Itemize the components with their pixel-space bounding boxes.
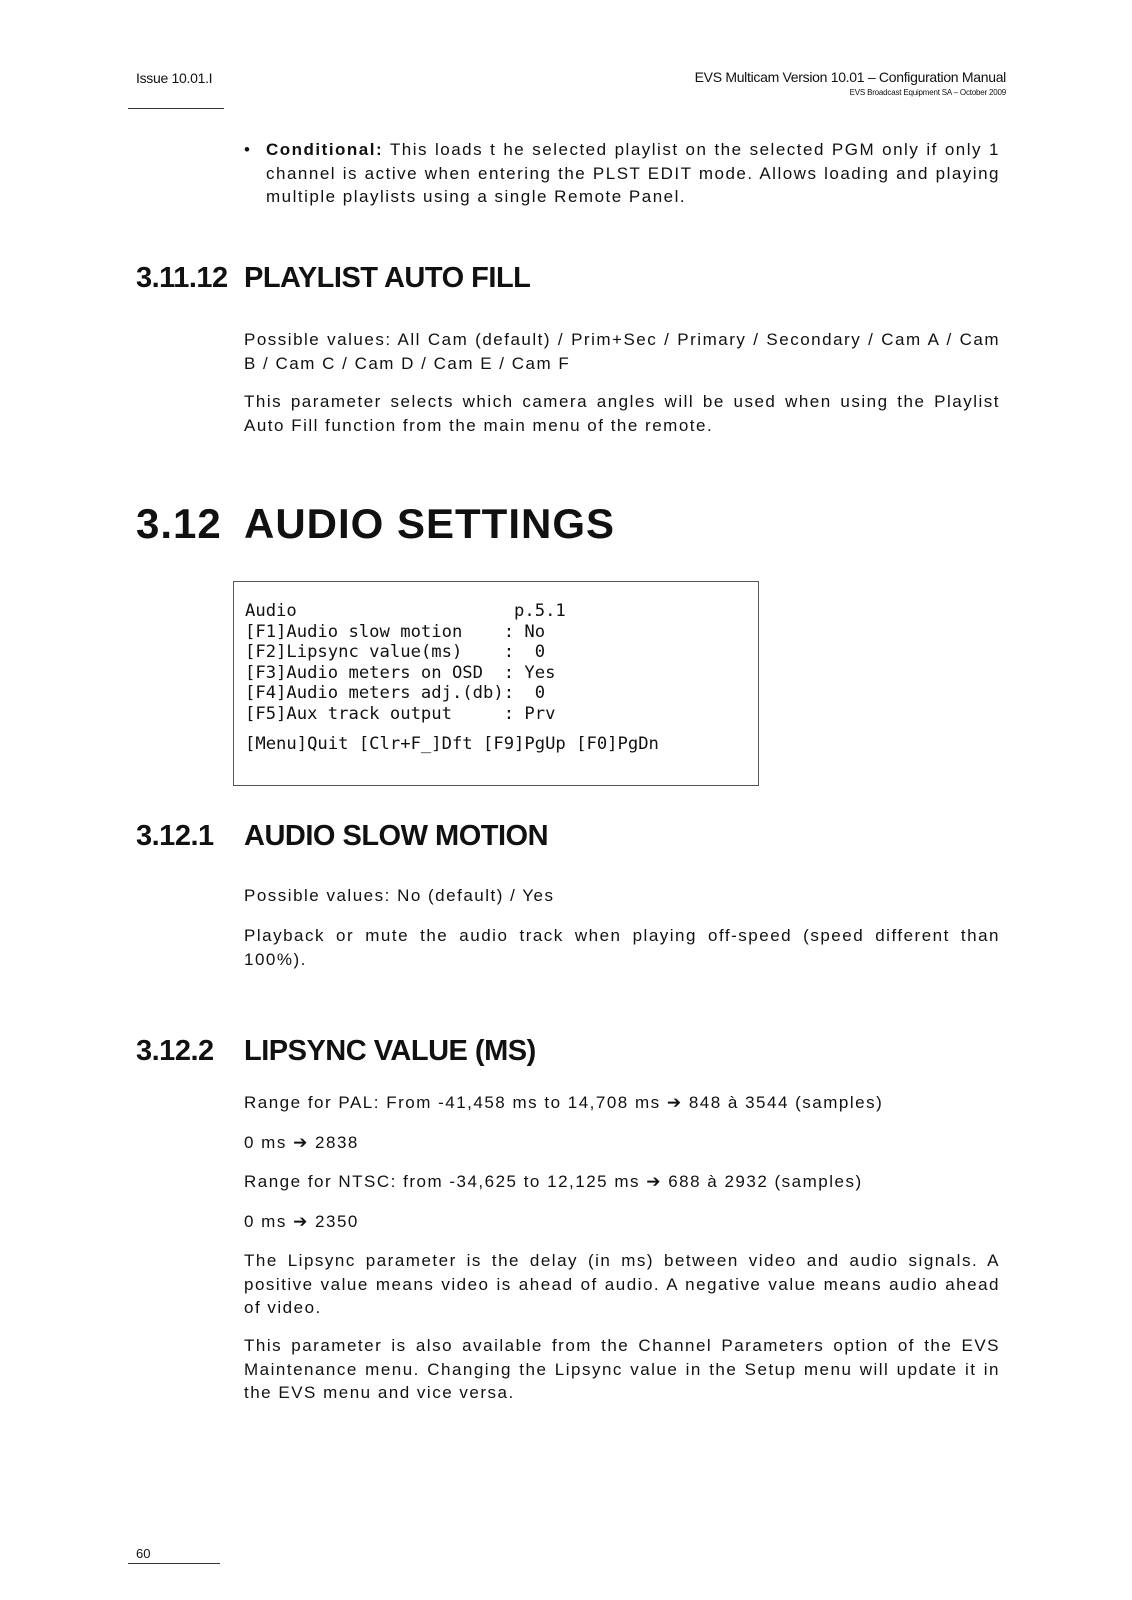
section-number: 3.12.1 bbox=[136, 820, 214, 852]
section-heading-audio-settings bbox=[136, 500, 615, 548]
section-number: 3.12 bbox=[136, 500, 222, 547]
section-heading-playlist-auto-fill bbox=[136, 262, 530, 295]
ntsc-range: Range for NTSC: from -34,625 to 12,125 ms ➔ 688 à 2932 (samples) bbox=[244, 1172, 863, 1191]
lipsync-description: The Lipsync parameter is the delay (in ms) between video and audio signals. A positive value means video is ahead of audio. A negative value means audio ahead of video. bbox=[244, 1251, 1000, 1317]
arrow-icon: ➔ bbox=[293, 1212, 309, 1231]
section-number: 3.12.2 bbox=[136, 1035, 214, 1067]
screen-line: [F5]Aux track output : Prv bbox=[245, 703, 556, 724]
document-title: EVS Multicam Version 10.01 – Configuration Manual bbox=[694, 69, 1006, 85]
issue-number: Issue 10.01.I bbox=[136, 70, 213, 86]
section-heading-lipsync-value bbox=[136, 1035, 536, 1068]
conditional-bullet bbox=[244, 138, 1000, 209]
bullet-text: This loads t he selected playlist on the selected PGM only if only 1 channel is active when entering the PLST EDIT mode. Allows loading and playing multiple playlists using a single Remote Panel. bbox=[266, 140, 1000, 206]
header-divider bbox=[128, 108, 224, 109]
footer-divider bbox=[128, 1563, 220, 1564]
bullet-icon: • bbox=[244, 140, 250, 159]
lipsync-maintenance-note: This parameter is also available from the Channel Parameters option of the EVS Maintenance menu. Changing the Lipsync value in the Setup menu will update it in the EVS menu and vice versa. bbox=[244, 1336, 1000, 1402]
arrow-icon: ➔ bbox=[293, 1133, 309, 1152]
screen-footer-line: [Menu]Quit [Clr+F_]Dft [F9]PgUp [F0]PgDn bbox=[245, 734, 659, 754]
section-title: AUDIO SLOW MOTION bbox=[244, 820, 549, 852]
section-heading-audio-slow-motion bbox=[136, 820, 548, 853]
arrow-icon: ➔ bbox=[666, 1093, 683, 1112]
pal-range: Range for PAL: From -41,458 ms to 14,708 ms ➔ 848 à 3544 (samples) bbox=[244, 1093, 884, 1112]
screen-line: Audio p.5.1 bbox=[245, 601, 566, 621]
section-number: 3.11.12 bbox=[136, 262, 228, 294]
screen-line: [F4]Audio meters adj.(db): 0 bbox=[245, 683, 546, 703]
playlist-auto-fill-description: This parameter selects which camera angles will be used when using the Playlist Auto Fill function from the main menu of the remote. bbox=[244, 392, 1000, 435]
audio-slow-motion-description: Playback or mute the audio track when playing off-speed (speed different than 100%). bbox=[244, 926, 1000, 969]
page-number: 60 bbox=[136, 1546, 151, 1561]
ntsc-zero-value: 0 ms ➔ 2350 bbox=[244, 1212, 359, 1231]
playlist-auto-fill-values: Possible values: All Cam (default) / Prim+Sec / Primary / Secondary / Cam A / Cam B / Cam C / Cam D / Cam E / Cam F bbox=[244, 330, 1000, 373]
screen-line: [F3]Audio meters on OSD : Yes bbox=[245, 662, 556, 683]
audio-settings-screen bbox=[233, 581, 759, 786]
arrow-icon: ➔ bbox=[646, 1172, 662, 1191]
document-subtitle: EVS Broadcast Equipment SA – October 2009 bbox=[849, 88, 1006, 97]
bullet-label: Conditional: bbox=[266, 140, 384, 159]
section-title: LIPSYNC VALUE (MS) bbox=[244, 1035, 536, 1067]
section-title: PLAYLIST AUTO FILL bbox=[244, 262, 531, 294]
pal-zero-value: 0 ms ➔ 2838 bbox=[244, 1133, 359, 1152]
section-title: AUDIO SETTINGS bbox=[244, 500, 616, 547]
audio-slow-motion-values: Possible values: No (default) / Yes bbox=[244, 886, 555, 905]
screen-line: [F2]Lipsync value(ms) : 0 bbox=[245, 642, 546, 662]
screen-line: [F1]Audio slow motion : No bbox=[245, 621, 546, 642]
document-header bbox=[695, 69, 1006, 97]
